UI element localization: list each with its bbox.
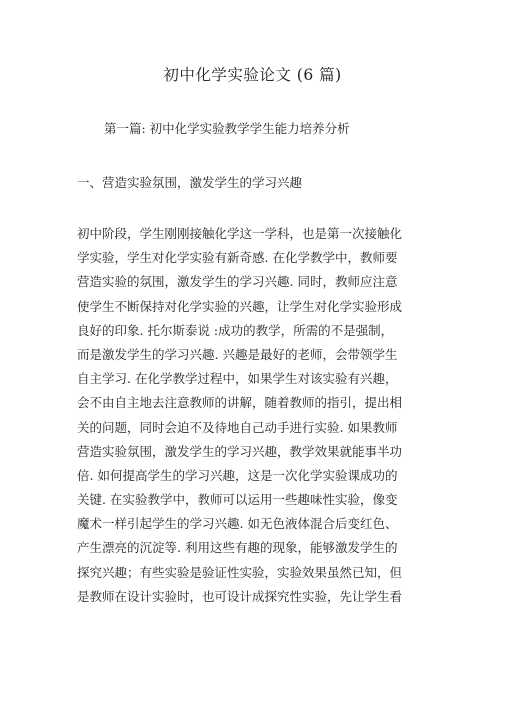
body-line: 学实验，学生对化学实验有新奇感. 在化学教学中，教师要 <box>77 250 398 266</box>
article-subtitle: 第一篇: 初中化学实验教学学生能力培养分析 <box>104 121 350 136</box>
body-line: 魔术一样引起学生的学习兴趣. 如无色液体混合后变红色、 <box>77 516 398 532</box>
body-line: 而是激发学生的学习兴趣. 兴趣是最好的老师，会带领学生 <box>77 346 398 362</box>
body-line: 倍. 如何提高学生的学习兴趣，这是一次化学实验课成功的 <box>77 467 398 483</box>
body-line: 良好的印象. 托尔斯泰说 :成功的教学，所需的不是强制， <box>77 322 394 338</box>
body-line: 使学生不断保持对化学实验的兴趣，让学生对化学实验形成 <box>77 298 403 314</box>
body-line: 产生漂亮的沉淀等. 利用这些有趣的现象，能够激发学生的 <box>77 540 398 556</box>
body-line: 探究兴趣；有些实验是验证性实验，实验效果虽然已知，但 <box>77 564 403 580</box>
body-text <box>77 222 437 609</box>
body-line: 营造实验的氛围，激发学生的学习兴趣. 同时，教师应注意 <box>77 274 398 290</box>
section-heading: 一、营造实验氛围，激发学生的学习兴趣 <box>77 175 303 190</box>
body-line: 会不由自主地去注意教师的讲解，随着教师的指引，提出相 <box>77 395 403 411</box>
body-line: 自主学习. 在化学教学过程中，如果学生对该实验有兴趣， <box>77 371 398 387</box>
body-line: 关的问题，同时会迫不及待地自己动手进行实验. 如果教师 <box>77 419 398 435</box>
body-line: 初中阶段，学生刚刚接触化学这一学科，也是第一次接触化 <box>77 226 403 241</box>
body-line: 营造实验氛围，激发学生的学习兴趣，教学效果就能事半功 <box>77 443 403 459</box>
body-line: 关键. 在实验教学中，教师可以运用一些趣味性实验，像变 <box>77 492 398 508</box>
document-title: 初中化学实验论文 (6 篇) <box>163 66 342 84</box>
body-line: 是教师在设计实验时，也可设计成探究性实验，先让学生看 <box>77 588 403 604</box>
